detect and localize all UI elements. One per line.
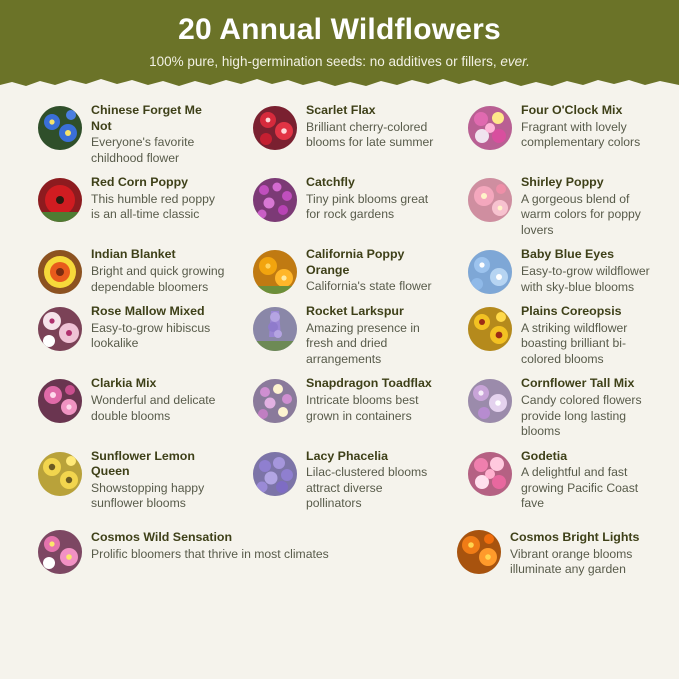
list-item[interactable] (16, 526, 335, 574)
flower-desc: Bright and quick growing dependable bloomers (91, 263, 225, 294)
flower-name: Plains Coreopsis (521, 304, 622, 319)
list-item[interactable] (446, 174, 663, 238)
flower-thumbnail (253, 379, 297, 423)
flower-thumbnail (468, 178, 512, 222)
flower-name: Godetia (521, 448, 568, 463)
list-item[interactable] (231, 246, 446, 295)
flower-name: Baby Blue Eyes (521, 247, 614, 262)
list-item[interactable] (446, 375, 663, 439)
flower-name: Red Corn Poppy (91, 175, 189, 190)
list-item[interactable] (16, 303, 231, 352)
flower-desc: Showstopping happy sunflower blooms (91, 480, 205, 511)
list-item[interactable] (446, 246, 663, 295)
flower-desc: Lilac-clustered blooms attract diverse pollinators (306, 465, 428, 511)
list-item[interactable] (231, 375, 446, 424)
flower-thumbnail (468, 452, 512, 496)
list-item[interactable] (231, 102, 446, 151)
flower-desc: Easy-to-grow wildflower with sky-blue blooms (521, 263, 650, 294)
header-subtitle-main: 100% pure, high-germination seeds: no additives or fillers, (149, 54, 497, 69)
header-banner (0, 0, 679, 88)
flower-name: Shirley Poppy (521, 175, 604, 190)
flower-name: Cornflower Tall Mix (521, 376, 635, 391)
flower-desc: Prolific bloomers that thrive in most climates (91, 546, 329, 561)
grid-row (16, 375, 663, 439)
flower-thumbnail (38, 307, 82, 351)
list-item[interactable] (446, 102, 663, 151)
flower-desc: Fragrant with lovely complementary colors (521, 119, 641, 150)
flower-name: Catchfly (306, 175, 355, 190)
flower-name: California Poppy Orange (306, 247, 405, 277)
flower-name: Sunflower Lemon Queen (91, 448, 195, 479)
flower-thumbnail (253, 307, 297, 351)
flower-desc: A delightful and fast growing Pacific Coast fave (521, 465, 639, 511)
flower-thumbnail (38, 530, 82, 574)
list-item[interactable] (16, 246, 231, 295)
flower-name: Cosmos Bright Lights (510, 530, 640, 544)
grid-row (16, 303, 663, 367)
flower-desc: A striking wildflower boasting brilliant bi-colored blooms (521, 320, 628, 366)
flower-name: Snapdragon Toadflax (306, 376, 432, 391)
flower-thumbnail (457, 530, 501, 574)
flower-thumbnail (38, 379, 82, 423)
list-item[interactable] (16, 448, 231, 512)
list-item[interactable] (16, 102, 231, 166)
flower-desc: Intricate blooms best grown in containers (306, 392, 419, 423)
flower-thumbnail-wrap[interactable] (231, 174, 446, 223)
flower-thumbnail (468, 307, 512, 351)
flower-desc: Easy-to-grow hibiscus lookalike (91, 320, 211, 351)
grid-row (16, 246, 663, 295)
list-item[interactable] (231, 303, 446, 367)
flower-desc: Candy colored flowers provide long lasting blooms (521, 392, 642, 439)
flower-desc: Wonderful and delicate double blooms (91, 392, 216, 423)
grid-row (16, 102, 663, 166)
flower-thumbnail (253, 178, 297, 222)
list-item[interactable] (446, 303, 663, 367)
flower-name: Four O'Clock Mix (521, 103, 623, 117)
flower-name: Scarlet Flax (306, 103, 376, 117)
flower-name: Cosmos Wild Sensation (91, 530, 233, 544)
list-item[interactable] (371, 526, 663, 578)
flower-desc: Brilliant cherry-colored blooms for late summer (306, 119, 434, 150)
flower-thumbnail (253, 452, 297, 496)
flower-name: Clarkia Mix (91, 376, 157, 391)
flower-desc: A gorgeous blend of warm colors for poppy lovers (521, 191, 641, 237)
flower-thumbnail (468, 106, 512, 150)
list-item[interactable] (446, 448, 663, 512)
flower-thumbnail (468, 379, 512, 423)
flower-desc: Amazing presence in fresh and dried arrangements (306, 320, 420, 366)
list-item[interactable] (16, 375, 231, 424)
flower-name: Lacy Phacelia (306, 448, 388, 463)
flower-name: Rose Mallow Mixed (91, 304, 205, 319)
flower-thumbnail (253, 106, 297, 150)
header-subtitle-emphasis: ever. (500, 54, 530, 69)
flower-name: Indian Blanket (91, 247, 176, 262)
flower-thumbnail (38, 452, 82, 496)
flower-name: Rocket Larkspur (306, 304, 404, 319)
page-title: 20 Annual Wildflowers (178, 13, 501, 46)
flower-thumbnail (38, 106, 82, 150)
flower-thumbnail (468, 250, 512, 294)
grid-row (16, 526, 663, 578)
flower-desc: California's state flower (306, 279, 432, 294)
flower-thumbnail (38, 178, 82, 222)
list-item[interactable] (16, 174, 231, 223)
header-subtitle (0, 52, 679, 72)
flower-thumbnail (38, 250, 82, 294)
flower-name: Chinese Forget Me Not (91, 103, 202, 133)
grid-row (16, 448, 663, 512)
flower-thumbnail (253, 250, 297, 294)
flower-grid (0, 88, 679, 578)
flower-desc: Tiny pink blooms great for rock gardens (306, 191, 429, 222)
flower-desc: Everyone's favorite childhood flower (91, 135, 195, 165)
grid-row (16, 174, 663, 238)
list-item[interactable] (231, 448, 446, 512)
flower-desc: Vibrant orange blooms illuminate any garden (510, 546, 633, 577)
flower-desc: This humble red poppy is an all-time classic (91, 191, 215, 222)
